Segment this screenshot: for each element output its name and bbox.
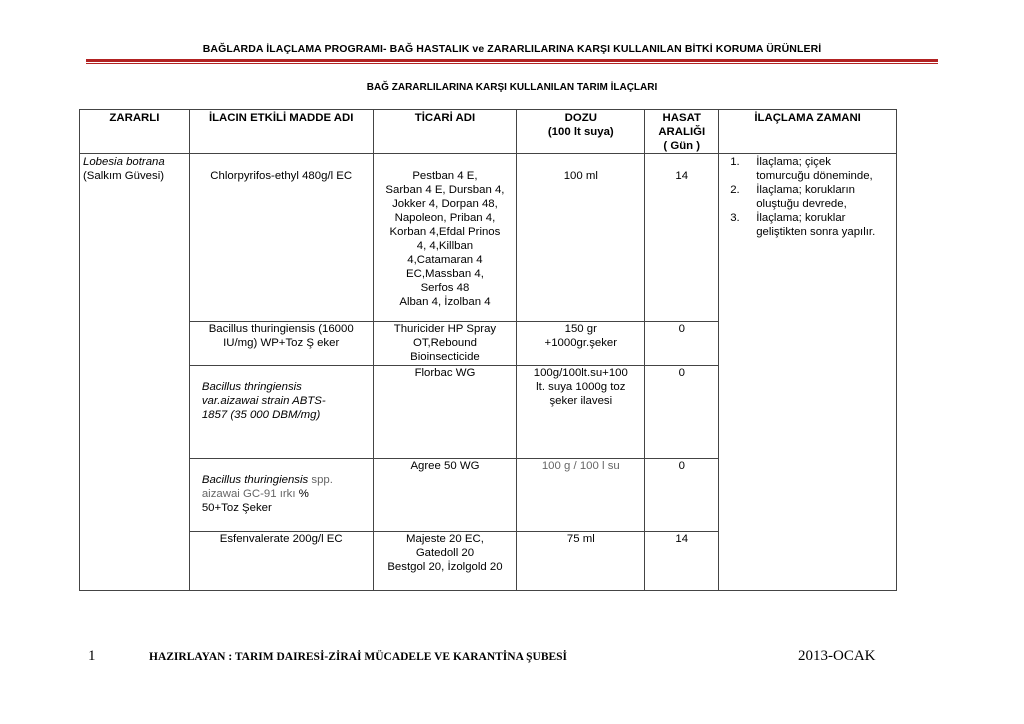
active-ingredient-text: % <box>295 488 309 500</box>
pest-cell <box>80 154 190 591</box>
harvest-interval-cell <box>645 154 719 322</box>
trade-name-line: Napoleon, Priban 4, <box>394 212 496 224</box>
harvest-interval-value: 0 <box>678 367 685 379</box>
harvest-interval-cell <box>645 459 719 532</box>
col-header-active-ingredient: İLACIN ETKİLİ MADDE ADI <box>189 110 373 154</box>
active-ingredient-text: spp. <box>308 474 333 486</box>
harvest-interval-cell <box>645 532 719 591</box>
dose-value: 100 ml <box>563 170 598 182</box>
active-ingredient: Chlorpyrifos-ethyl 480g/l EC <box>210 170 353 182</box>
list-number: 2. <box>730 184 740 196</box>
document-title: BAĞLARDA İLAÇLAMA PROGRAMI- BAĞ HASTALIK ve ZARARLILARINA KARŞI KULLANILAN BİTKİ KORUMA ÜRÜNLERİ <box>202 43 822 55</box>
trade-name-cell <box>373 154 517 322</box>
dose-cell <box>517 322 645 366</box>
header-rule-thin <box>86 63 938 64</box>
trade-name-line: Jokker 4, Dorpan 48, <box>392 198 498 210</box>
list-item <box>719 183 896 197</box>
table-header-row <box>80 110 897 154</box>
dose-line: +1000gr.şeker <box>544 337 618 349</box>
list-number: 3. <box>730 212 740 224</box>
trade-name-line: Korban 4,Efdal Prinos <box>389 226 501 238</box>
pesticide-table <box>79 109 897 591</box>
pest-common-name: (Salkım Güvesi) <box>83 170 165 182</box>
pest-latin-name: Lobesia botrana <box>83 156 165 168</box>
timing-text: geliştikten sonra yapılır. <box>756 226 876 238</box>
trade-name-line: Serfos 48 <box>420 282 470 294</box>
timing-text: tomurcuğu döneminde, <box>756 170 873 182</box>
harvest-interval-cell <box>645 322 719 366</box>
footer-prepared-by: HAZIRLAYAN : TARIM DAIRESİ-ZİRAİ MÜCADELE VE KARANTİNA ŞUBESİ <box>149 651 568 663</box>
dose-line: şeker ilavesi <box>549 395 613 407</box>
list-item-continuation <box>719 225 896 239</box>
application-time-cell <box>719 154 897 591</box>
active-ingredient-species: Bacillus thuringiensis <box>201 474 309 486</box>
harvest-header-line1: HASAT <box>662 112 701 124</box>
trade-name-line: Agree 50 WG <box>410 460 480 472</box>
dose-header-line1: DOZU <box>564 112 597 124</box>
trade-name-line: 4, 4,Killban <box>416 240 474 252</box>
trade-name-line: Gatedoll 20 <box>415 547 475 559</box>
active-ingredient-cell <box>189 459 373 532</box>
active-ingredient-line: IU/mg) WP+Toz Ş eker <box>223 337 340 349</box>
col-header-harvest-interval <box>645 110 719 154</box>
dose-line: 150 gr <box>564 323 597 335</box>
col-header-application-time: İLAÇLAMA ZAMANI <box>719 110 897 154</box>
trade-name-cell <box>373 366 517 459</box>
active-ingredient-line: Bacillus thuringiensis (16000 <box>208 323 354 335</box>
trade-name-line: Pestban 4 E, <box>412 170 478 182</box>
active-ingredient-line: var.aizawai strain ABTS- <box>201 395 326 407</box>
col-header-pest: ZARARLI <box>80 110 190 154</box>
application-time-list <box>719 155 896 239</box>
dose-header-line2: (100 lt suya) <box>547 126 614 138</box>
timing-text: İlaçlama; koruklar <box>756 212 846 224</box>
harvest-interval-value: 0 <box>678 460 685 472</box>
harvest-interval-value: 14 <box>675 533 689 545</box>
active-ingredient-line: 50+Toz Şeker <box>201 502 272 514</box>
active-ingredient: Esfenvalerate 200g/l EC <box>219 533 343 545</box>
harvest-interval-cell <box>645 366 719 459</box>
list-number: 1. <box>730 156 740 168</box>
trade-name-line: OT,Rebound <box>412 337 477 349</box>
trade-name-line: Bioinsecticide <box>410 351 480 363</box>
active-ingredient-line: 1857 (35 000 DBM/mg) <box>201 409 321 421</box>
header-rule <box>86 59 938 62</box>
active-ingredient-cell <box>189 532 373 591</box>
harvest-interval-value: 14 <box>675 170 689 182</box>
dose-cell <box>517 459 645 532</box>
dose-line: 100g/100lt.su+100 <box>533 367 628 379</box>
trade-name-line: EC,Massban 4, <box>406 268 484 280</box>
timing-text: İlaçlama; korukların <box>756 184 855 196</box>
trade-name-line: 4,Catamaran 4 <box>407 254 483 266</box>
list-item-continuation <box>719 169 896 183</box>
table-row <box>80 154 897 322</box>
dose-cell <box>517 532 645 591</box>
list-item <box>719 155 896 169</box>
col-header-trade-name: TİCARİ ADI <box>373 110 517 154</box>
trade-name-line: Sarban 4 E, Dursban 4, <box>385 184 505 196</box>
trade-name-line: Bestgol 20, İzolgold 20 <box>387 561 503 573</box>
list-item-continuation <box>719 197 896 211</box>
col-header-dose <box>517 110 645 154</box>
trade-name-line: Thuricider HP Spray <box>393 323 497 335</box>
timing-text: oluştuğu devrede, <box>756 198 847 210</box>
harvest-interval-value: 0 <box>678 323 685 335</box>
active-ingredient-cell <box>189 366 373 459</box>
timing-text: İlaçlama; çiçek <box>756 156 831 168</box>
active-ingredient-cell <box>189 154 373 322</box>
trade-name-line: Alban 4, İzolban 4 <box>399 296 491 308</box>
dose-cell <box>517 154 645 322</box>
dose-line: lt. suya 1000g toz <box>536 381 626 393</box>
trade-name-cell <box>373 532 517 591</box>
footer-date: 2013-OCAK <box>798 648 876 664</box>
list-item <box>719 211 896 225</box>
active-ingredient-cell <box>189 322 373 366</box>
dose-value: 75 ml <box>566 533 595 545</box>
active-ingredient-line: Bacillus thringiensis <box>201 381 302 393</box>
trade-name-line: Majeste 20 EC, <box>406 533 484 545</box>
dose-value: 100 g / 100 l su <box>541 460 620 472</box>
harvest-header-line3: ( Gün ) <box>663 140 701 152</box>
harvest-header-line2: ARALIĞI <box>658 126 706 138</box>
trade-name-cell <box>373 459 517 532</box>
dose-cell <box>517 366 645 459</box>
section-subtitle: BAĞ ZARARLILARINA KARŞI KULLANILAN TARIM İLAÇLARI <box>366 82 658 93</box>
active-ingredient-text: aizawai GC-91 ırkı <box>201 488 296 500</box>
trade-name-cell <box>373 322 517 366</box>
page-number: 1 <box>88 648 96 664</box>
trade-name-line: Florbac WG <box>414 367 476 379</box>
